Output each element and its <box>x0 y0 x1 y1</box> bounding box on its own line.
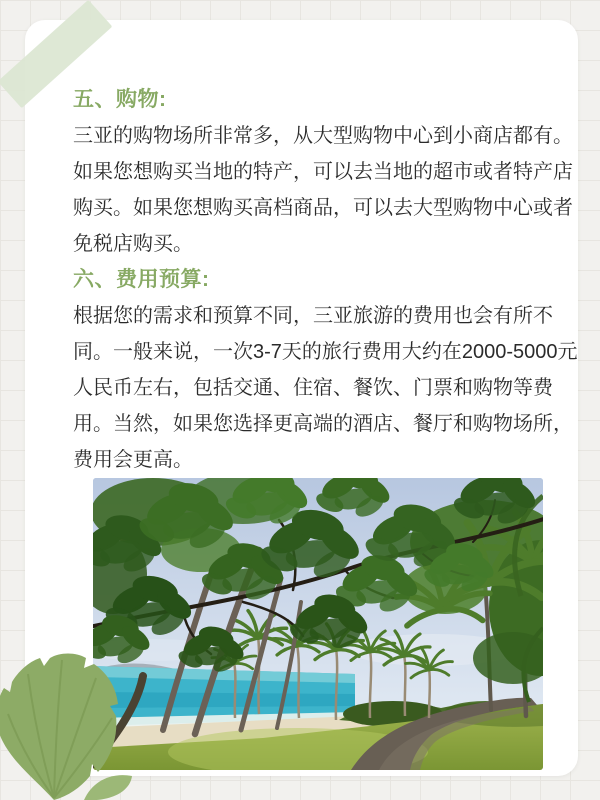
body-line: 购买。如果您想购买高档商品，可以去大型购物中心或者 <box>73 197 573 219</box>
section-heading-shopping: 五、购物: <box>73 88 167 111</box>
body-line: 三亚的购物场所非常多，从大型购物中心到小商店都有。 <box>73 125 573 147</box>
body-line: 费用会更高。 <box>73 449 193 471</box>
body-line: 人民币左右，包括交通、住宿、餐饮、门票和购物等费 <box>73 377 553 399</box>
section-heading-budget: 六、费用预算: <box>73 268 210 291</box>
section-budget <box>73 262 578 478</box>
section-shopping <box>73 82 578 262</box>
photo-illustration <box>93 478 543 770</box>
body-line: 免税店购买。 <box>73 233 193 255</box>
body-line: 根据您的需求和预算不同，三亚旅游的费用也会有所不 <box>73 305 553 327</box>
sanya-beach-photo <box>93 478 543 770</box>
leaf-decoration <box>0 652 154 800</box>
body-line: 如果您想购买当地的特产，可以去当地的超市或者特产店 <box>73 161 573 183</box>
body-line: 同。一般来说，一次3-7天的旅行费用大约在2000-5000元 <box>73 341 578 363</box>
body-line: 用。当然，如果您选择更高端的酒店、餐厅和购物场所， <box>73 413 573 435</box>
